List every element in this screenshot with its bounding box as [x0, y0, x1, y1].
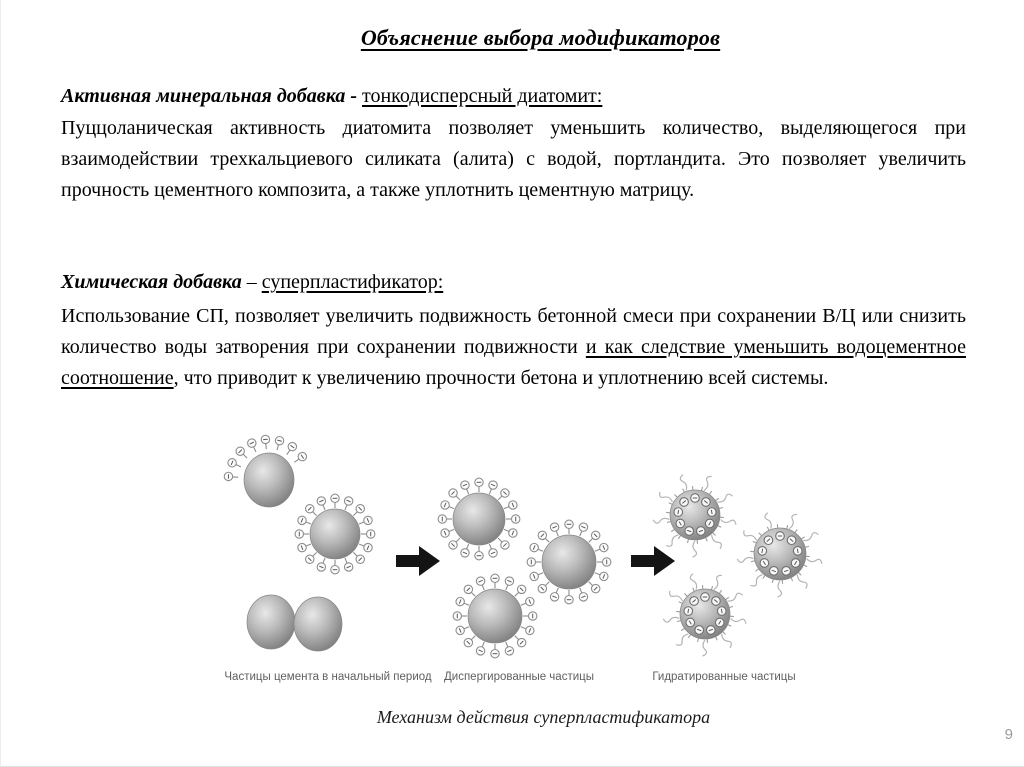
- section2-body-end: , что приводит к увеличению прочности бетона и уплотнению всей системы.: [173, 367, 829, 389]
- superplasticizer-mechanism-figure: [214, 416, 886, 696]
- section1-body: Пуццоланическая активность диатомита позволяет уменьшить количество, выделяющегося при взаимодействии трехкальциевого силиката (алита) с водой, портландита. Это позволяет увеличить прочность цементного композита, а также уплотнить цементную матрицу.: [61, 117, 966, 201]
- particle-plain: [247, 595, 295, 649]
- page-number: 9: [1004, 726, 1013, 743]
- particle-coated: [295, 494, 375, 574]
- section2-body-start: Использование СП, позволяет увеличить подвижность бетонной смеси при сохранении В/Ц или снизить количество воды затворения при сохранении подвижности: [61, 305, 966, 358]
- section2-body: [61, 301, 966, 394]
- particle-coated: [438, 478, 520, 560]
- section2-heading: [61, 269, 969, 295]
- figure-caption-hydrated-particles: Гидратированные частицы: [652, 671, 796, 683]
- section2-heading-term: Химическая добавка: [61, 271, 242, 293]
- particle-partial: [224, 435, 306, 507]
- slide-title: [57, 25, 1024, 51]
- section1-heading: [61, 83, 969, 109]
- slide-title-text: Объяснение выбора модификаторов: [360, 25, 721, 50]
- figure-caption-dispersed-particles: Диспергированные частицы: [443, 671, 595, 683]
- figure-caption-initial-particles: Частицы цемента в начальный период: [224, 671, 432, 683]
- arrow-right-icon-1: [396, 546, 440, 576]
- particle-hydrated: [653, 475, 736, 557]
- particle-plain: [294, 597, 342, 651]
- section2-body-underlined: и как следствие уменьшить водоцементное соотношение: [61, 336, 966, 389]
- particle-hydrated: [663, 574, 746, 656]
- particle-hydrated: [737, 513, 822, 597]
- section2-heading-definition: суперпластификатор:: [261, 271, 444, 293]
- figure-title: Механизм действия суперпластификатора: [376, 707, 711, 727]
- particle-coated: [453, 574, 537, 658]
- particles-layer: [224, 435, 822, 658]
- section1-heading-term: Активная минеральная добавка -: [61, 85, 362, 107]
- section1-heading-definition: тонкодисперсный диатомит:: [362, 85, 603, 107]
- section2-heading-dash: –: [241, 271, 262, 293]
- arrow-right-icon-2: [631, 546, 675, 576]
- particle-coated: [527, 520, 611, 604]
